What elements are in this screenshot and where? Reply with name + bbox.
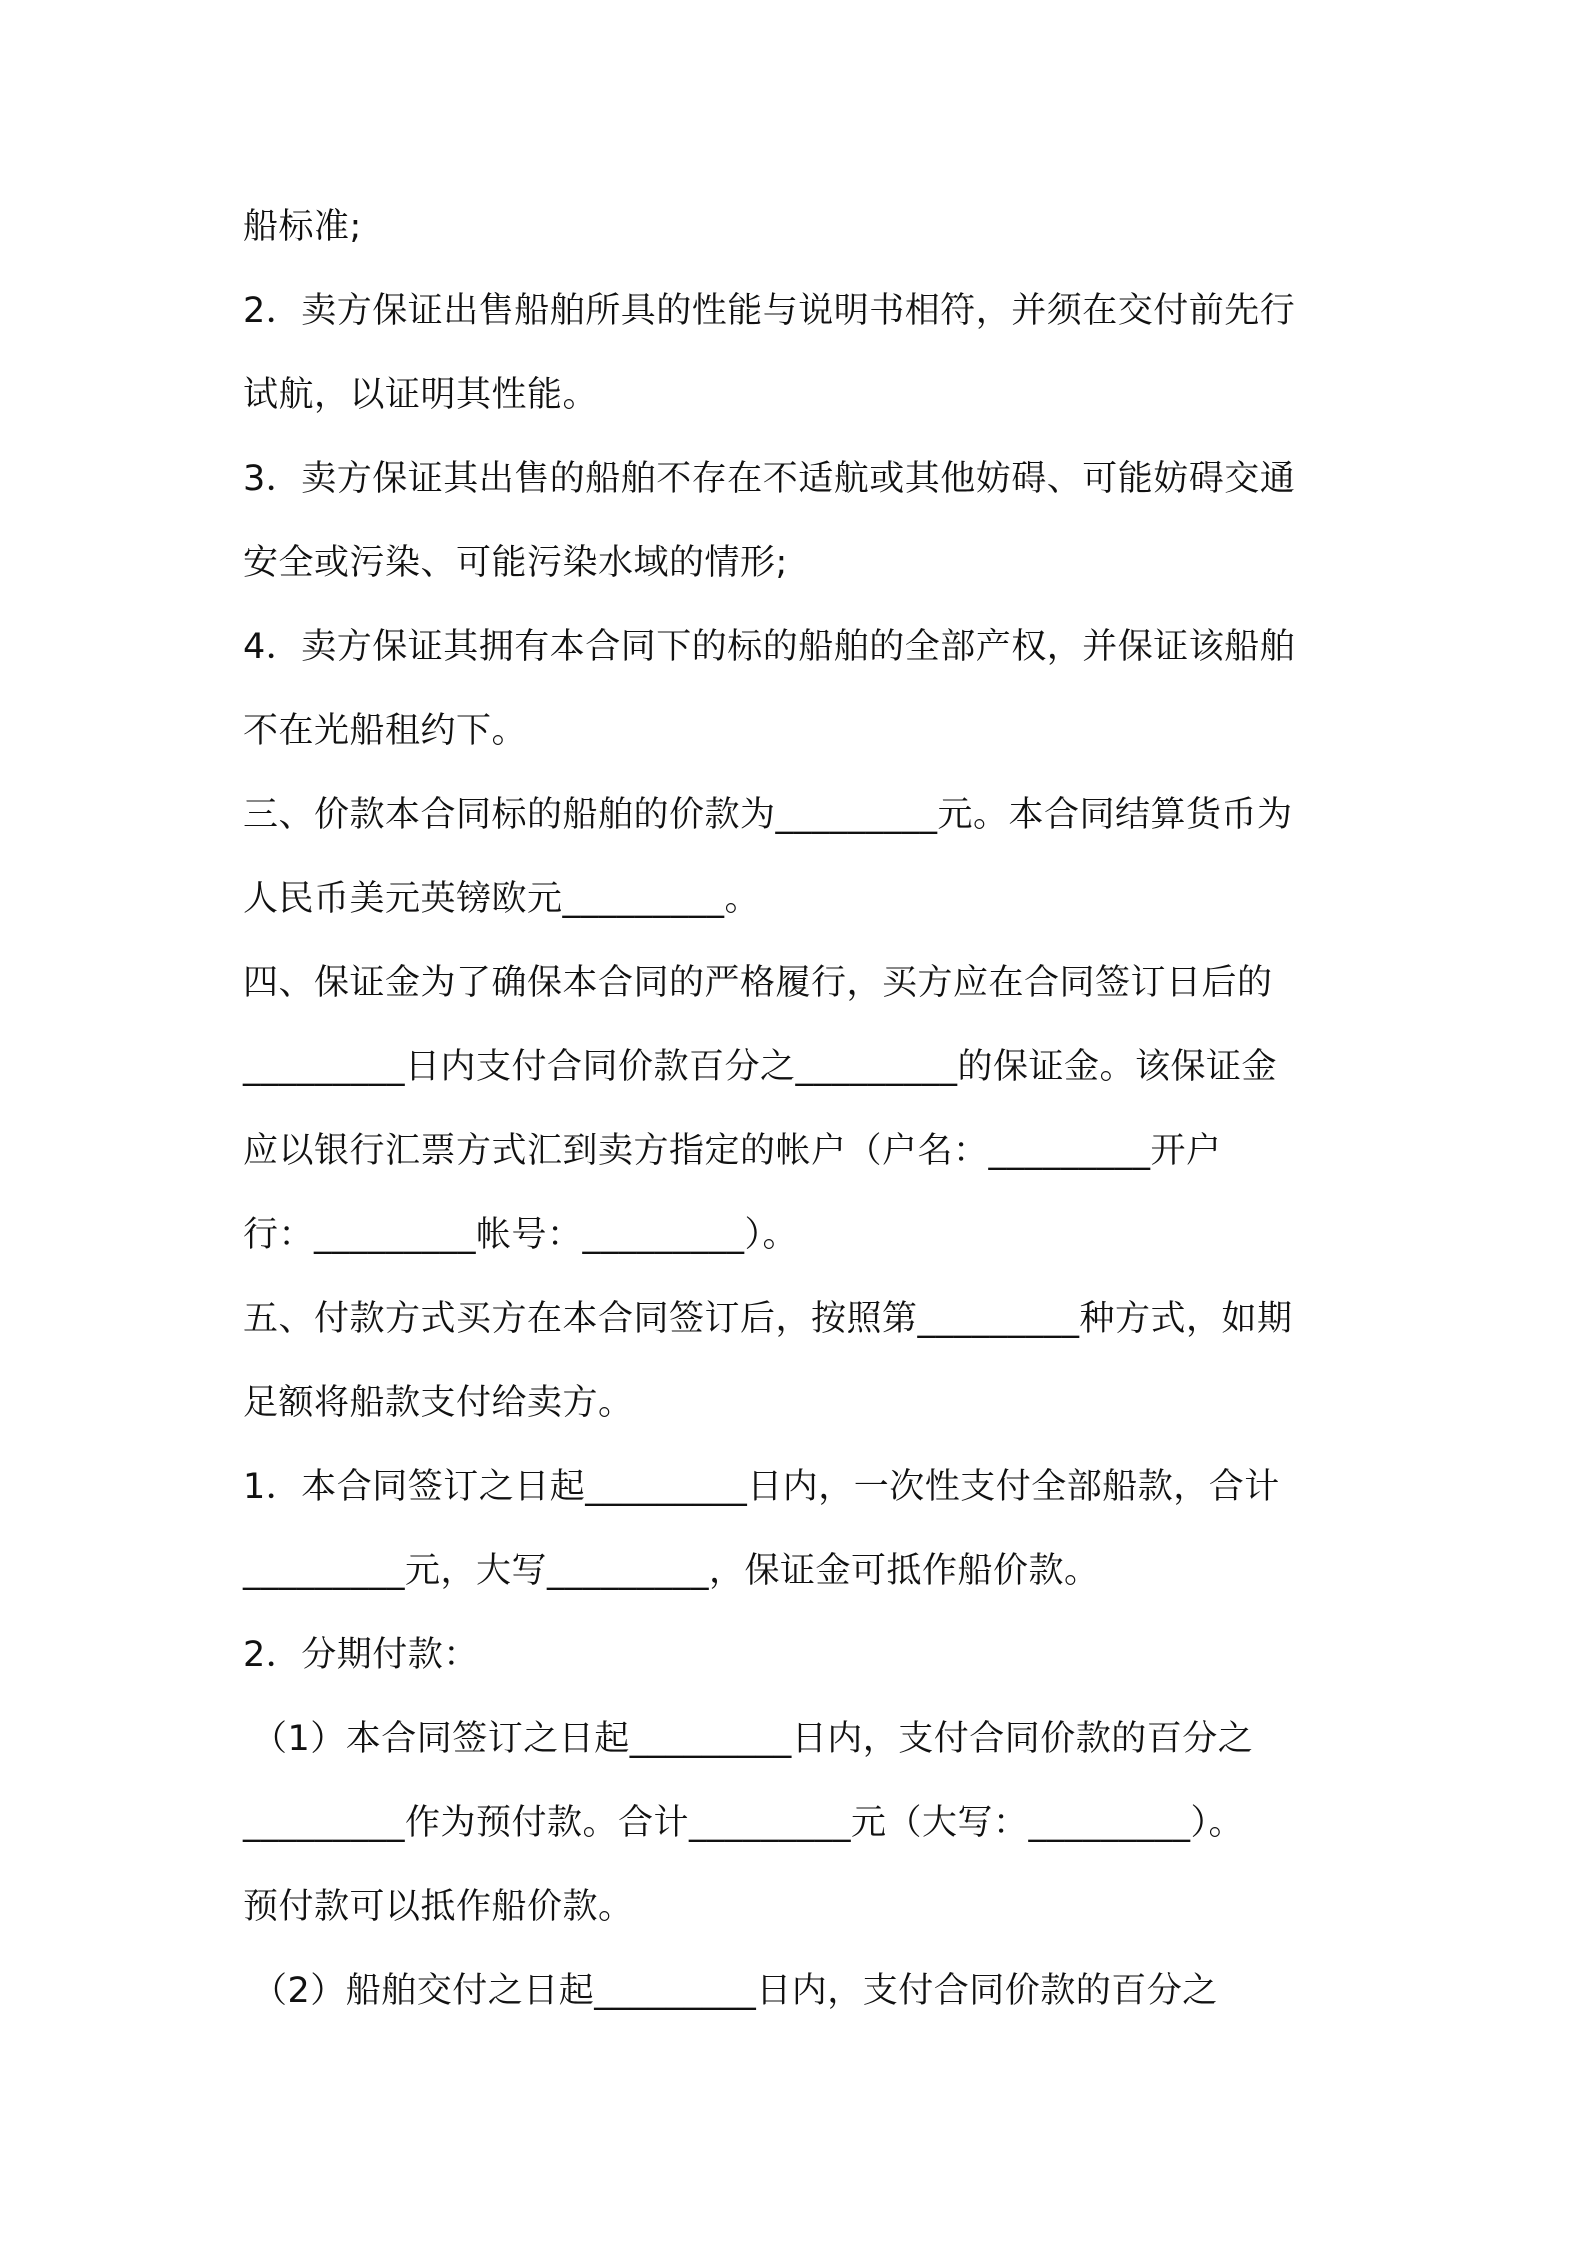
text-line: 船标准; [243, 207, 362, 247]
text-line: _________元，大写_________，保证金可抵作船价款。 [243, 1551, 1100, 1591]
text-line: 2．卖方保证出售船舶所具的性能与说明书相符，并须在交付前先行 [243, 291, 1296, 331]
text-line: （1）本合同签订之日起_________日内，支付合同价款的百分之 [252, 1719, 1254, 1759]
text-line: 应以银行汇票方式汇到卖方指定的帐户（户名：_________开户 [243, 1131, 1222, 1171]
text-line: 安全或污染、可能污染水域的情形; [243, 543, 788, 583]
text-line: 3．卖方保证其出售的船舶不存在不适航或其他妨碍、可能妨碍交通 [243, 459, 1296, 499]
text-line: 不在光船租约下。 [243, 711, 528, 751]
text-line: 五、付款方式买方在本合同签订后，按照第_________种方式，如期 [243, 1299, 1293, 1339]
text-line: 4．卖方保证其拥有本合同下的标的船舶的全部产权，并保证该船舶 [243, 627, 1296, 667]
text-line: 足额将船款支付给卖方。 [243, 1383, 634, 1423]
text-line: 预付款可以抵作船价款。 [243, 1887, 634, 1927]
text-line: 人民币美元英镑欧元_________。 [243, 879, 761, 919]
text-line: （2）船舶交付之日起_________日内，支付合同价款的百分之 [252, 1971, 1218, 2011]
text-line: _________作为预付款。合计_________元（大写：_________）。 [243, 1803, 1245, 1843]
text-line: 2．分期付款： [243, 1635, 479, 1675]
text-line: 试航，以证明其性能。 [243, 375, 599, 415]
text-line: 行：_________帐号：_________）。 [243, 1215, 799, 1255]
text-line: 四、保证金为了确保本合同的严格履行，买方应在合同签订日后的 [243, 963, 1273, 1003]
text-line: _________日内支付合同价款百分之_________的保证金。该保证金 [243, 1047, 1278, 1087]
text-line: 三、价款本合同标的船舶的价款为_________元。本合同结算货币为 [243, 795, 1293, 835]
text-line: 1．本合同签订之日起_________日内，一次性支付全部船款，合计 [243, 1467, 1280, 1507]
